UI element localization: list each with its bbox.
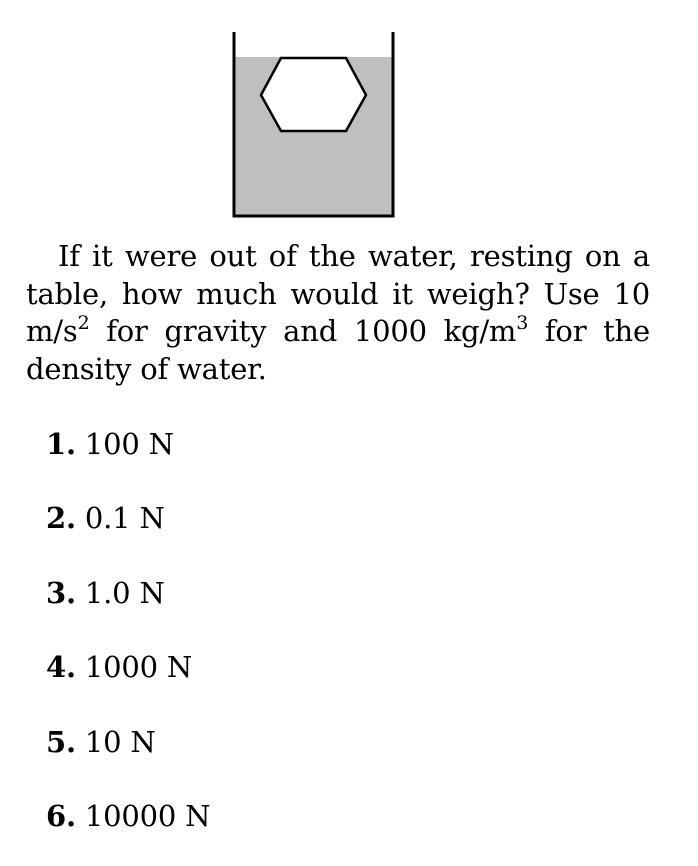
choice-number: 2. <box>46 501 76 536</box>
choice-number: 6. <box>46 798 76 833</box>
choice-text: 100 N <box>84 427 174 461</box>
answer-choice-3[interactable] <box>46 569 210 643</box>
container-figure <box>228 30 398 220</box>
container-diagram <box>228 30 398 220</box>
choice-number: 5. <box>46 724 76 759</box>
hexagon-object <box>261 58 366 131</box>
choice-number: 1. <box>46 427 76 461</box>
choice-text: 0.1 N <box>84 501 165 536</box>
choice-number: 3. <box>46 575 76 610</box>
choice-text: 10000 N <box>84 798 211 833</box>
choice-text: 1.0 N <box>84 575 165 610</box>
answer-choice-2[interactable] <box>46 494 210 568</box>
choice-text: 10 N <box>84 724 156 759</box>
answer-choice-5[interactable] <box>46 718 210 792</box>
question-text: If it were out of the water, resting on a table, how much would it weigh? Use 10 $m/s^2$ for gravity and 1000 $kg/m^3$ for the density of water. <box>26 239 650 386</box>
answer-choices <box>46 420 210 866</box>
answer-choice-4[interactable] <box>46 643 210 717</box>
choice-number: 4. <box>46 650 76 685</box>
choice-text: 1000 N <box>84 650 193 685</box>
answer-choice-6[interactable] <box>46 792 210 866</box>
answer-choice-1[interactable] <box>46 420 210 494</box>
